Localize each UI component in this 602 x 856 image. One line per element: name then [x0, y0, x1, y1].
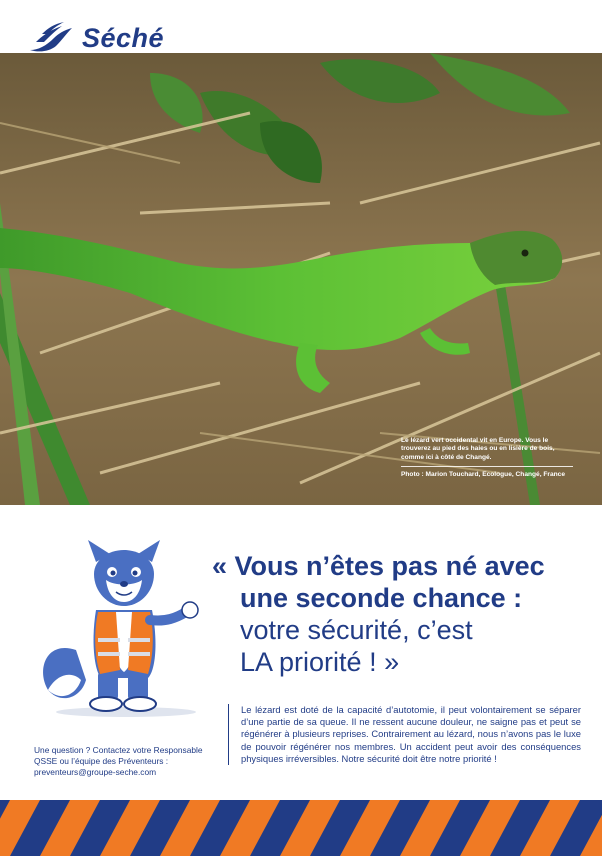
safety-quote	[212, 550, 582, 678]
brand-logo	[28, 18, 164, 58]
quote-line-1: « Vous n’êtes pas né avec	[212, 551, 545, 581]
photo-credit: Photo : Marion Touchard, Ecologue, Changé, France	[401, 470, 565, 478]
brand-name: Séché	[82, 22, 165, 53]
photo-caption	[401, 437, 573, 479]
fox-mascot-icon	[36, 540, 216, 725]
contact-email[interactable]: preventeurs@groupe-seche.com	[34, 767, 157, 778]
quote-line-4: LA priorité ! »	[240, 647, 400, 677]
contact-line-2: QSSE ou l’équipe des Préventeurs :	[34, 756, 169, 767]
body-paragraph: Le lézard est doté de la capacité d’autotomie, il peut volontairement se séparer d’une partie de sa queue. Il ne ressent aucune douleur, ne saigne pas et peut se régénérer à plusieurs reprises. Contrairement au lézard, nous n’avons pas le luxe de pouvoir régénérer nos membres. Un accident peut avoir des conséquences physiques irréversibles. Notre sécurité doit être notre priorité !	[228, 704, 581, 765]
quote-line-3: votre sécurité, c’est	[240, 615, 473, 645]
quote-line-2: une seconde chance :	[240, 583, 523, 613]
caption-divider	[401, 466, 573, 467]
hazard-stripes	[0, 800, 602, 856]
contact-info	[34, 745, 224, 779]
leaf-logo-icon	[28, 20, 76, 56]
photo-caption-text: Le lézard vert occidental vit en Europe. Vous le trouverez au pied des haies ou en lisière de bois, comme ici à côté de Changé.	[401, 437, 555, 461]
contact-line-1: Une question ? Contactez votre Responsable	[34, 745, 203, 755]
